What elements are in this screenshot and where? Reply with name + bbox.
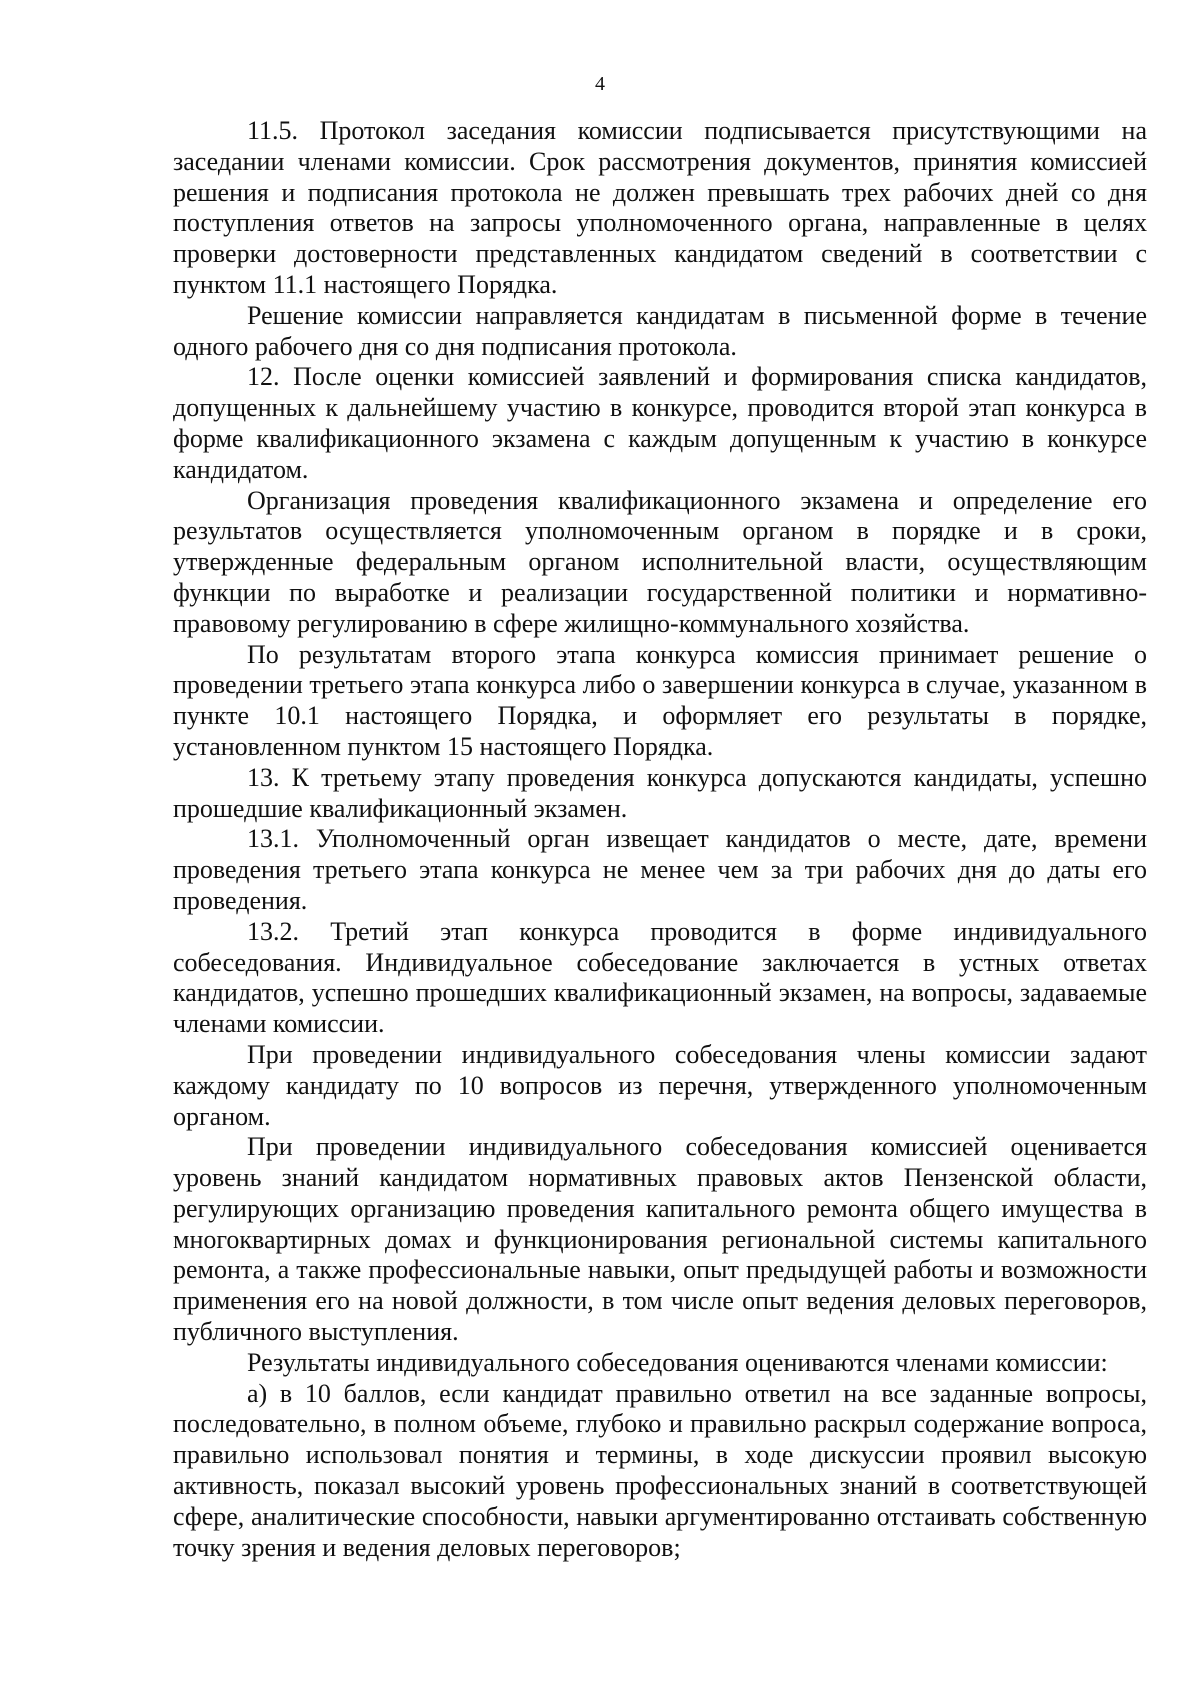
page-number: 4 xyxy=(595,73,605,95)
paragraph-13: 13. К третьему этапу проведения конкурса допускаются кандидаты, успешно прошедшие квалификационный экзамен. xyxy=(173,762,1147,823)
paragraph-commission-decision: Решение комиссии направляется кандидатам в письменной форме в течение одного рабочего дня со дня подписания протокола. xyxy=(173,300,1147,361)
paragraph-second-stage-results: По результатам второго этапа конкурса комиссия принимает решение о проведении третьего этапа конкурса либо о завершении конкурса в случае, указанном в пункте 10.1 настоящего Порядка, и оформляет его результаты в порядке, установленном пунктом 15 настоящего Порядка. xyxy=(173,639,1147,761)
paragraph-interview-evaluation: При проведении индивидуального собеседования комиссией оценивается уровень знаний кандидатом нормативных правовых актов Пензенской области, регулирующих организацию проведения капитального ремонта общего имущества в многоквартирных домах и функционирования региональной системы капитального ремонта, а также профессиональные навыки, опыт предыдущей работы и возможности применения его на новой должности, в том числе опыт ведения деловых переговоров, публичного выступления. xyxy=(173,1132,1147,1347)
paragraph-interview-scoring: Результаты индивидуального собеседования оцениваются членами комиссии: xyxy=(247,1347,1108,1377)
paragraph-13-2: 13.2. Третий этап конкурса проводится в форме индивидуального собеседования. Индивидуальное собеседование заключается в устных ответах кандидатов, успешно прошедших квалификационный экзамен, на вопросы, задаваемые членами комиссии. xyxy=(173,916,1147,1039)
paragraph-score-a: а) в 10 баллов, если кандидат правильно ответил на все заданные вопросы, последовательно, в полном объеме, глубоко и правильно раскрыл содержание вопроса, правильно использовал понятия и термины, в ходе дискуссии проявил высокую активность, показал высокий уровень профессиональных знаний в соответствующей сфере, аналитические способности, навыки аргументированно отстаивать собственную точку зрения и ведения деловых переговоров; xyxy=(173,1378,1147,1562)
paragraph-exam-organization: Организация проведения квалификационного экзамена и определение его результатов осуществляется уполномоченным органом в порядке и в сроки, утвержденные федеральным органом исполнительной власти, осуществляющим функции по выработке и реализации государственной политики и нормативно-правовому регулированию в сфере жилищно-коммунального хозяйства. xyxy=(173,485,1147,638)
paragraph-interview-questions: При проведении индивидуального собеседования члены комиссии задают каждому кандидату по 10 вопросов из перечня, утвержденного уполномоченным органом. xyxy=(173,1039,1147,1131)
paragraph-13-1: 13.1. Уполномоченный орган извещает кандидатов о месте, дате, времени проведения третьего этапа конкурса не менее чем за три рабочих дня до даты его проведения. xyxy=(173,824,1147,915)
paragraph-12: 12. После оценки комиссией заявлений и формирования списка кандидатов, допущенных к дальнейшему участию в конкурсе, проводится второй этап конкурса в форме квалификационного экзамена с каждым допущенным к участию в конкурсе кандидатом. xyxy=(173,362,1147,484)
paragraph-11-5: 11.5. Протокол заседания комиссии подписывается присутствующими на заседании членами комиссии. Срок рассмотрения документов, принятия комиссией решения и подписания протокола не должен превышать трех рабочих дней со дня поступления ответов на запросы уполномоченного органа, направленные в целях проверки достоверности представленных кандидатом сведений в соответствии с пунктом 11.1 настоящего Порядка. xyxy=(173,116,1147,299)
document-body xyxy=(173,116,1147,1563)
